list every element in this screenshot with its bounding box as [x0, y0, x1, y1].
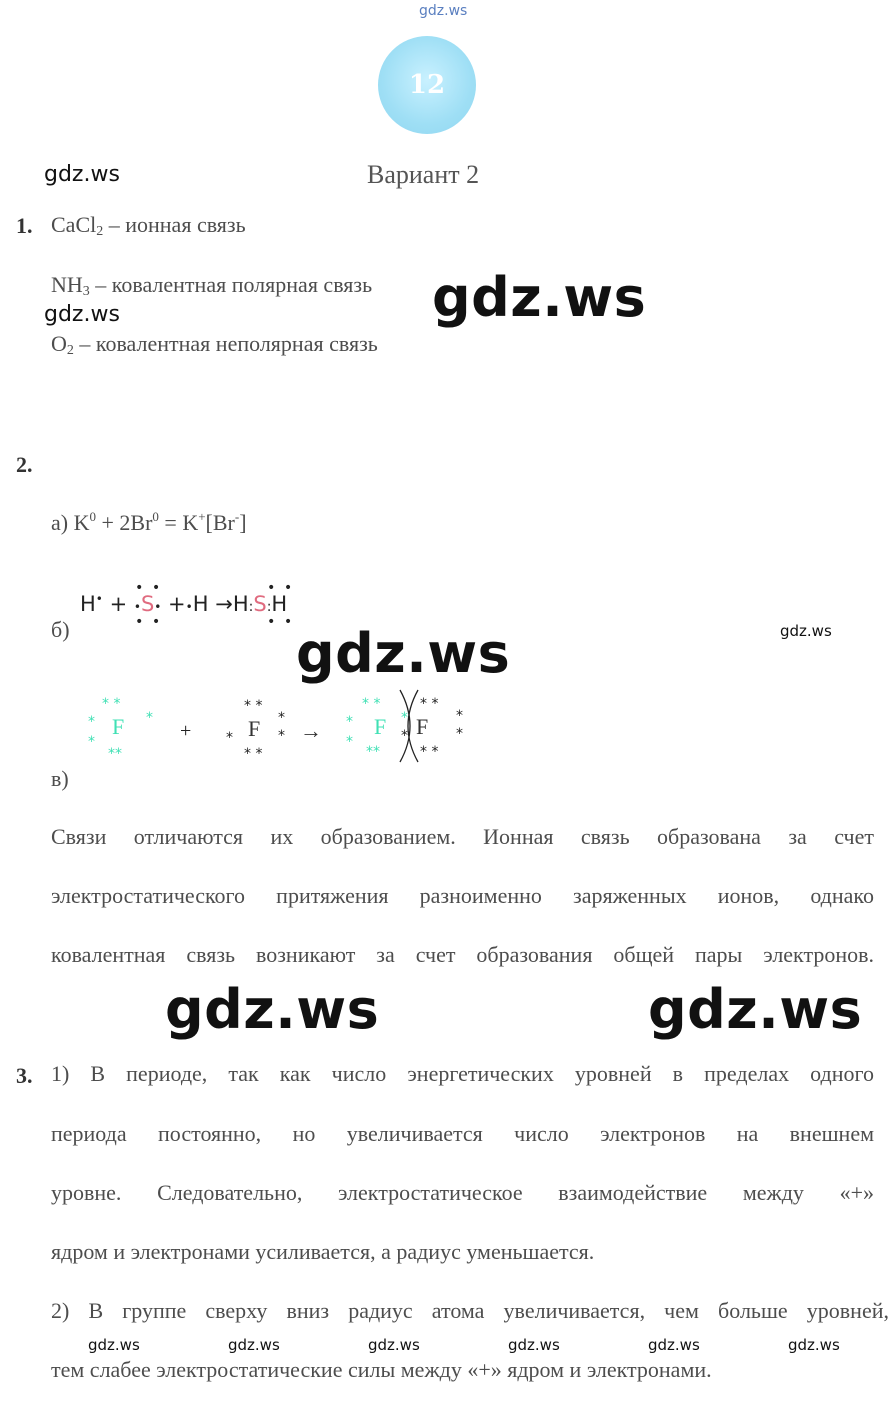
hydrogen: H — [271, 592, 288, 616]
watermark: gdz.ws — [88, 1336, 140, 1354]
text: + 2Br — [95, 510, 153, 535]
bond-text: – ковалентная полярная связь — [89, 272, 373, 297]
sulfur: S — [253, 592, 267, 616]
task-1-line-3 — [51, 331, 378, 359]
electron-dots: • • — [135, 614, 161, 630]
fluorine: F — [416, 714, 429, 739]
task-2-b-label: б) — [51, 617, 70, 642]
task-3-text-line: тем слабее электростатические силы между «+» ядром и электронами. — [51, 1357, 712, 1382]
formula: O — [51, 331, 67, 356]
task-3-text-line: периода постоянно, но увеличивается число электронов на внешнем — [51, 1121, 874, 1146]
task-2-a — [51, 509, 247, 536]
task-2-b-scheme: H• + •S• +•H →H:S:H — [80, 592, 288, 616]
fluorine: F — [374, 714, 387, 739]
text: ] — [239, 510, 247, 535]
text: а) K — [51, 510, 90, 535]
watermark: gdz.ws — [780, 622, 832, 640]
sulfur: S — [140, 592, 155, 616]
subscript: 2 — [96, 224, 104, 239]
bond-text: – ковалентная неполярная связь — [73, 331, 378, 356]
electron-dots: • • — [267, 580, 293, 596]
watermark: gdz.ws — [648, 1336, 700, 1354]
superscript: - — [234, 509, 240, 524]
watermark: gdz.ws — [44, 162, 120, 187]
variant-title: Вариант 2 — [367, 160, 480, 189]
watermark: gdz.ws — [165, 978, 380, 1041]
task-1-line-2 — [51, 272, 372, 300]
watermark: gdz.ws — [368, 1336, 420, 1354]
subscript: 2 — [66, 343, 74, 358]
plus: + — [109, 592, 128, 616]
watermark: gdz.ws — [508, 1336, 560, 1354]
watermark: gdz.ws — [648, 978, 863, 1041]
task-2-c-label: в) — [51, 766, 69, 791]
arrow: → — [215, 592, 233, 616]
task-2-text-line: Связи отличаются их образованием. Ионная связь образована за счет — [51, 824, 874, 849]
task-3-text-line: уровне. Следовательно, электростатическое взаимодействие между «+» — [51, 1180, 874, 1205]
fluorine: F — [112, 714, 125, 739]
task-2-c-scheme: * * * * * ** F + * * * * * * * F → * * * * ** F * * F * * * * * * — [80, 694, 480, 764]
plus: + — [168, 592, 186, 616]
watermark: gdz.ws — [296, 622, 511, 685]
text: = K — [158, 510, 199, 535]
superscript: + — [198, 509, 206, 524]
task-2-number: 2. — [16, 452, 33, 477]
task-2-text-line: электростатического притяжения разноименно заряженных ионов, однако — [51, 883, 874, 908]
page-number-badge — [378, 36, 476, 134]
arrow: → — [300, 718, 322, 743]
electron-dots: • • — [135, 580, 161, 596]
fluorine: F — [248, 716, 261, 741]
task-3-text-line: 2) В группе сверху вниз радиус атома увеличивается, чем больше уровней, — [51, 1298, 889, 1323]
formula: CaCl — [51, 212, 97, 237]
hydrogen: H — [80, 592, 96, 616]
hydrogen: H — [232, 592, 249, 616]
electron-dots: • • — [267, 614, 293, 630]
superscript: 0 — [89, 509, 96, 524]
task-1-number: 1. — [16, 213, 33, 238]
hydrogen: H — [192, 592, 209, 616]
watermark: gdz.ws — [44, 302, 120, 327]
watermark: gdz.ws — [788, 1336, 840, 1354]
formula: NH — [51, 272, 83, 297]
task-2-text-line: ковалентная связь возникают за счет образования общей пары электронов. — [51, 942, 874, 967]
top-watermark: gdz.ws — [419, 3, 468, 19]
task-3-text-line: 1) В периоде, так как число энергетических уровней в пределах одного — [51, 1061, 874, 1086]
page-number: 12 — [408, 70, 446, 100]
task-3-number: 3. — [16, 1063, 33, 1088]
superscript: 0 — [152, 509, 159, 524]
watermark: gdz.ws — [432, 266, 647, 329]
plus: + — [180, 720, 192, 742]
task-1-line-1 — [51, 212, 246, 240]
subscript: 3 — [82, 284, 90, 299]
bond-text: – ионная связь — [103, 212, 246, 237]
watermark: gdz.ws — [228, 1336, 280, 1354]
text: [Br — [205, 510, 235, 535]
task-3-text-line: ядром и электронами усиливается, а радиус уменьшается. — [51, 1239, 595, 1264]
